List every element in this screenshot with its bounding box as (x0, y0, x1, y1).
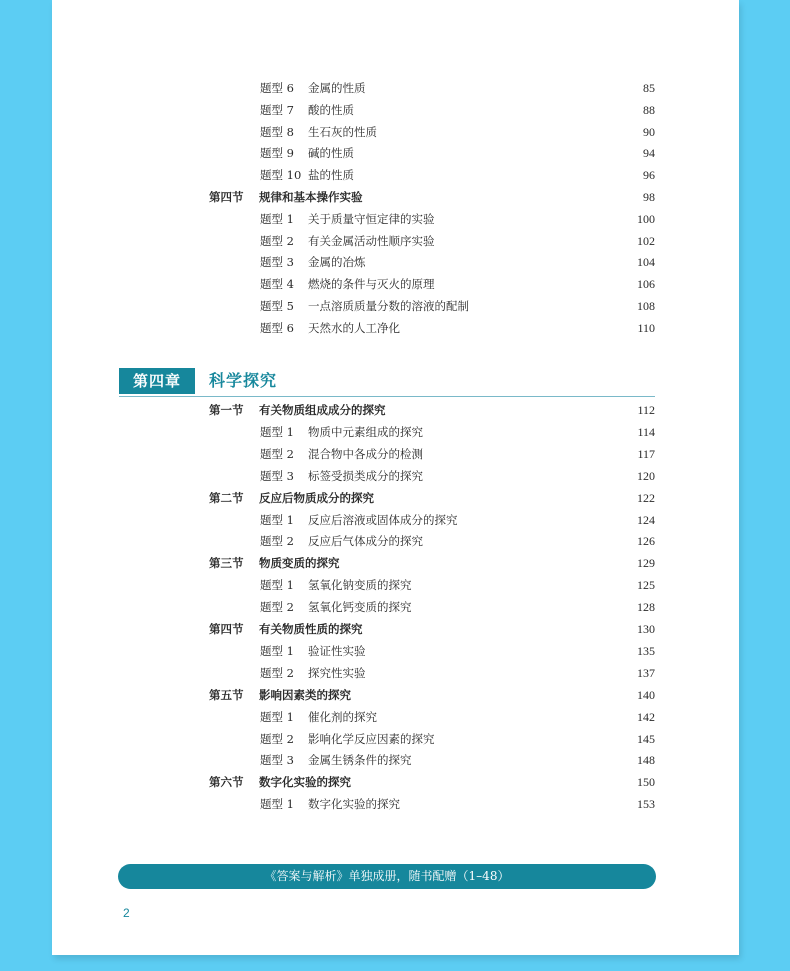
toc-page-number: 125 (637, 578, 655, 593)
toc-title: 金属的性质 (308, 81, 366, 95)
toc-title: 物质变质的探究 (259, 556, 340, 571)
toc-title: 天然水的人工净化 (308, 320, 400, 335)
toc-label: 题型 1 (260, 424, 294, 439)
toc-section-row (209, 553, 655, 573)
toc-label: 题型 1 (260, 797, 294, 812)
toc-title: 氢氧化钠变质的探究 (308, 578, 412, 593)
toc-page-number: 137 (637, 665, 655, 680)
toc-section-row (209, 187, 655, 207)
toc-label: 第五节 (209, 687, 244, 702)
toc-page-number: 140 (637, 687, 655, 702)
toc-entry-row (260, 209, 655, 229)
toc-label: 题型 1 (260, 512, 294, 527)
answer-booklet-banner: 《答案与解析》单独成册，随书配赠（1–48） (118, 864, 656, 889)
toc-title: 金属生锈条件的探究 (308, 753, 412, 768)
toc-title: 有关物质性质的探究 (259, 622, 363, 636)
toc-label: 题型 10 (260, 168, 302, 183)
toc-entry-row (260, 663, 655, 683)
toc-title: 反应后物质成分的探究 (259, 490, 374, 505)
toc-title: 有关物质组成成分的探究 (259, 403, 386, 417)
toc-page-number: 96 (643, 168, 655, 183)
toc-title: 物质中元素组成的探究 (308, 424, 423, 439)
toc-entry-row (260, 597, 655, 617)
toc-title: 燃烧的条件与灭火的原理 (308, 277, 435, 292)
toc-entry-row (260, 444, 655, 464)
toc-label: 题型 1 (260, 578, 294, 593)
toc-title: 混合物中各成分的检测 (308, 446, 423, 461)
toc-page-number: 129 (637, 556, 655, 571)
toc-page-number: 102 (637, 233, 655, 248)
toc-title: 酸的性质 (308, 102, 354, 117)
chapter-heading (119, 366, 655, 397)
toc-entry-row (260, 274, 655, 294)
toc-label: 题型 1 (260, 709, 294, 724)
toc-title: 生石灰的性质 (308, 124, 377, 139)
toc-label: 题型 9 (260, 146, 294, 161)
toc-page-number: 106 (637, 277, 655, 292)
toc-title: 有关金属活动性顺序实验 (308, 233, 435, 248)
toc-title: 氢氧化钙变质的探究 (308, 600, 412, 615)
toc-entry-row (260, 707, 655, 727)
toc-label: 题型 2 (260, 534, 294, 549)
toc-entry-row (260, 510, 655, 530)
toc-title: 碱的性质 (308, 146, 354, 161)
toc-label: 题型 2 (260, 446, 294, 461)
toc-entry-row (260, 231, 655, 251)
book-page (52, 0, 739, 955)
toc-label: 第二节 (209, 490, 244, 505)
toc-page-number: 130 (637, 622, 655, 636)
toc-label: 题型 2 (260, 665, 294, 680)
toc-section-row (209, 685, 655, 705)
toc-title: 标签受损类成分的探究 (308, 468, 423, 483)
toc-entry-row (260, 318, 655, 338)
toc-page-number: 108 (637, 299, 655, 313)
toc-label: 题型 2 (260, 233, 294, 248)
toc-title: 影响因素类的探究 (259, 687, 351, 702)
toc-title: 数字化实验的探究 (259, 775, 351, 790)
toc-page-number: 135 (637, 643, 655, 658)
toc-title: 反应后气体成分的探究 (308, 534, 423, 549)
toc-title: 规律和基本操作实验 (259, 190, 363, 204)
toc-section-row (209, 772, 655, 792)
toc-page-number: 85 (643, 81, 655, 95)
toc-title: 一点溶质质量分数的溶液的配制 (308, 299, 469, 313)
toc-page-number: 110 (637, 320, 655, 335)
chapter-title: 科学探究 (209, 371, 278, 390)
toc-entry-row (260, 641, 655, 661)
toc-section-row (209, 488, 655, 508)
toc-label: 第六节 (209, 775, 244, 790)
toc-title: 催化剂的探究 (308, 709, 377, 724)
toc-page-number: 145 (637, 731, 655, 746)
toc-page-number: 90 (643, 124, 655, 139)
toc-label: 题型 1 (260, 643, 294, 658)
toc-title: 反应后溶液或固体成分的探究 (308, 512, 458, 527)
toc-label: 题型 3 (260, 255, 294, 270)
toc-page-number: 128 (637, 600, 655, 615)
toc-label: 题型 3 (260, 753, 294, 768)
toc-label: 题型 5 (260, 299, 294, 313)
toc-label: 题型 3 (260, 468, 294, 483)
toc-label: 题型 2 (260, 731, 294, 746)
toc-page-number: 120 (637, 468, 655, 483)
toc-label: 第一节 (209, 403, 244, 417)
toc-label: 题型 1 (260, 211, 294, 226)
toc-label: 题型 6 (260, 81, 294, 95)
toc-entry-row (260, 296, 655, 316)
toc-page-number: 117 (637, 446, 655, 461)
toc-label: 题型 8 (260, 124, 294, 139)
toc-page-number: 153 (637, 797, 655, 812)
toc-page-number: 114 (637, 424, 655, 439)
toc-entry-row (260, 750, 655, 770)
toc-section-row (209, 619, 655, 639)
chapter-number-label: 第四章 (119, 368, 195, 394)
toc-page-number: 88 (643, 102, 655, 117)
toc-page-number: 104 (637, 255, 655, 270)
toc-title: 数字化实验的探究 (308, 797, 400, 812)
toc-entry-row (260, 143, 655, 163)
toc-page-number: 124 (637, 512, 655, 527)
toc-page-number: 98 (643, 190, 655, 204)
toc-page-number: 148 (637, 753, 655, 768)
toc-label: 题型 6 (260, 320, 294, 335)
toc-entry-row (260, 575, 655, 595)
toc-label: 题型 4 (260, 277, 294, 292)
toc-label: 第四节 (209, 622, 244, 636)
toc-title: 盐的性质 (308, 168, 354, 183)
toc-entry-row (260, 165, 655, 185)
toc-title: 关于质量守恒定律的实验 (308, 211, 435, 226)
toc-title: 金属的冶炼 (308, 255, 366, 270)
toc-label: 题型 2 (260, 600, 294, 615)
toc-entry-row (260, 422, 655, 442)
toc-page-number: 94 (643, 146, 655, 161)
toc-label: 第三节 (209, 556, 244, 571)
toc-page-number: 142 (637, 709, 655, 724)
toc-label: 题型 7 (260, 102, 294, 117)
toc-title: 验证性实验 (308, 643, 366, 658)
toc-page-number: 112 (637, 403, 655, 417)
toc-entry-row (260, 729, 655, 749)
toc-entry-row (260, 794, 655, 814)
toc-page-number: 126 (637, 534, 655, 549)
toc-entry-row (260, 78, 655, 98)
toc-page-number: 150 (637, 775, 655, 790)
toc-section-row (209, 400, 655, 420)
toc-entry-row (260, 466, 655, 486)
toc-page-number: 122 (637, 490, 655, 505)
toc-entry-row (260, 531, 655, 551)
toc-entry-row (260, 252, 655, 272)
page-number: 2 (123, 906, 130, 920)
toc-label: 第四节 (209, 190, 244, 204)
toc-title: 影响化学反应因素的探究 (308, 731, 435, 746)
toc-title: 探究性实验 (308, 665, 366, 680)
toc-entry-row (260, 122, 655, 142)
toc-entry-row (260, 100, 655, 120)
toc-page-number: 100 (637, 211, 655, 226)
